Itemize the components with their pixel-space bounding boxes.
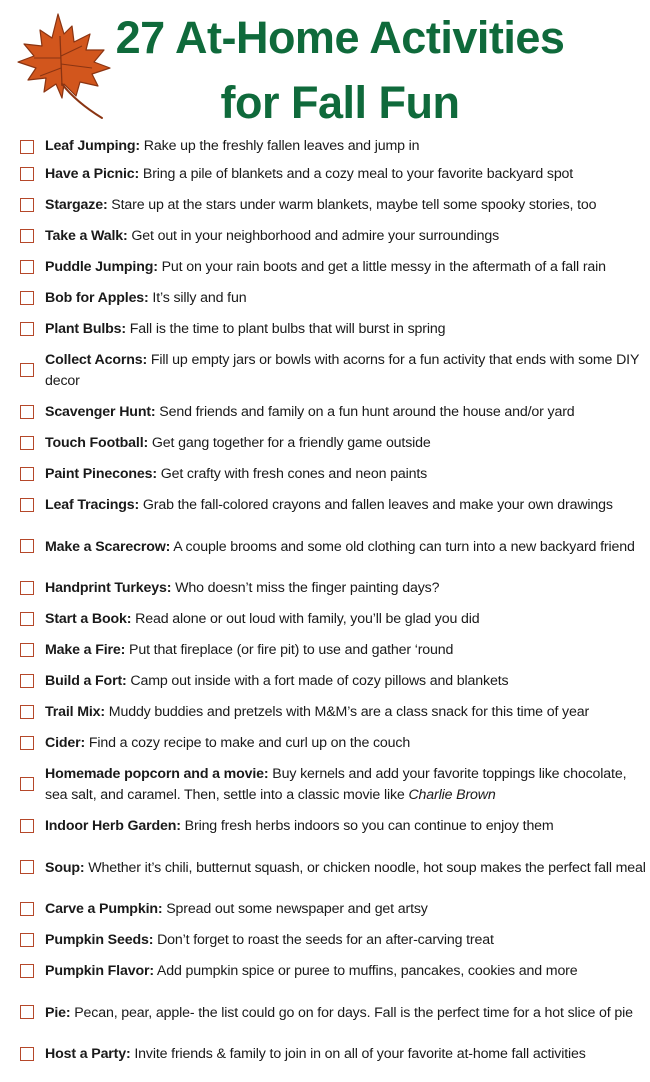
list-item xyxy=(0,190,650,221)
activity-desc: Spread out some newspaper and get artsy xyxy=(162,901,428,917)
activity-desc: Bring fresh herbs indoors so you can continue to enjoy them xyxy=(180,818,554,834)
list-item xyxy=(0,521,650,573)
checkbox[interactable] xyxy=(20,1047,34,1061)
activity-text xyxy=(45,136,419,157)
activity-desc: Find a cozy recipe to make and curl up on the couch xyxy=(85,735,411,751)
activity-text xyxy=(45,858,646,879)
activity-text xyxy=(45,764,646,806)
checkbox[interactable] xyxy=(20,581,34,595)
checkbox[interactable] xyxy=(20,467,34,481)
activity-text xyxy=(45,495,613,516)
activity-text xyxy=(45,578,439,599)
activity-label: Scavenger Hunt: xyxy=(45,404,156,420)
list-item xyxy=(0,925,650,956)
activity-label: Paint Pinecones: xyxy=(45,466,157,482)
activity-desc: Muddy buddies and pretzels with M&M’s are a class snack for this time of year xyxy=(105,704,590,720)
list-item xyxy=(0,728,650,759)
activity-desc: Put that fireplace (or fire pit) to use and gather ‘round xyxy=(125,642,454,658)
activity-desc: A couple brooms and some old clothing can turn into a new backyard friend xyxy=(170,538,635,555)
list-item xyxy=(0,811,650,842)
activity-desc: Put on your rain boots and get a little messy in the aftermath of a fall rain xyxy=(157,259,606,275)
activity-text xyxy=(45,402,575,423)
checkbox[interactable] xyxy=(20,612,34,626)
activity-label: Carve a Pumpkin: xyxy=(45,901,163,917)
activity-text xyxy=(45,464,427,485)
activity-label: Soup: xyxy=(45,859,85,876)
list-item xyxy=(0,136,650,159)
checkbox[interactable] xyxy=(20,933,34,947)
activity-label: Leaf Jumping: xyxy=(45,138,141,154)
activity-desc: Bring a pile of blankets and a cozy meal to your favorite backyard spot xyxy=(139,166,574,182)
activity-desc: Invite friends & family to join in on all of your favorite at-home fall activities xyxy=(130,1046,586,1062)
activity-label: Handprint Turkeys: xyxy=(45,580,172,596)
activity-desc: Get crafty with fresh cones and neon paints xyxy=(156,466,428,482)
activity-label: Homemade popcorn and a movie: xyxy=(45,766,269,782)
checkbox[interactable] xyxy=(20,643,34,657)
checkbox[interactable] xyxy=(20,705,34,719)
checkbox[interactable] xyxy=(20,674,34,688)
activity-desc: Whether it’s chili, butternut squash, or chicken noodle, hot soup makes the perfect fall meal xyxy=(84,859,646,876)
list-item xyxy=(0,697,650,728)
activity-label: Pumpkin Seeds: xyxy=(45,932,154,948)
activity-text xyxy=(45,350,646,392)
activity-text xyxy=(45,609,480,630)
activity-desc: Camp out inside with a fort made of cozy pillows and blankets xyxy=(126,673,509,689)
page-title-line-1: 27 At-Home Activities xyxy=(115,12,565,63)
activity-label: Touch Football: xyxy=(45,435,149,451)
activity-desc: Get gang together for a friendly game outside xyxy=(148,435,431,451)
list-item xyxy=(0,759,650,811)
checkbox[interactable] xyxy=(20,736,34,750)
activity-desc: Fill up empty jars or bowls with acorns for a fun activity that ends with some DIY decor xyxy=(45,352,640,389)
checkbox[interactable] xyxy=(20,539,34,553)
checkbox[interactable] xyxy=(20,229,34,243)
checkbox[interactable] xyxy=(20,322,34,336)
list-item xyxy=(0,573,650,604)
activity-desc: Who doesn’t miss the finger painting days? xyxy=(171,580,440,596)
activity-text xyxy=(45,433,431,454)
activity-text xyxy=(45,816,554,837)
list-item xyxy=(0,428,650,459)
activity-text xyxy=(45,288,246,309)
checkbox[interactable] xyxy=(20,777,34,791)
activity-desc: Fall is the time to plant bulbs that will burst in spring xyxy=(125,321,446,337)
activity-desc: Stare up at the stars under warm blankets, maybe tell some spooky stories, too xyxy=(107,197,597,213)
checkbox[interactable] xyxy=(20,260,34,274)
activity-label: Take a Walk: xyxy=(45,228,128,244)
list-item xyxy=(0,1039,650,1070)
header xyxy=(0,0,650,132)
checkbox[interactable] xyxy=(20,436,34,450)
activity-label: Host a Party: xyxy=(45,1046,131,1062)
activity-text xyxy=(45,930,494,951)
list-item xyxy=(0,283,650,314)
activity-label: Have a Picnic: xyxy=(45,166,140,182)
checkbox[interactable] xyxy=(20,498,34,512)
activity-label: Make a Scarecrow: xyxy=(45,538,171,555)
checkbox[interactable] xyxy=(20,140,34,154)
list-item xyxy=(0,956,650,987)
activity-label: Puddle Jumping: xyxy=(45,259,158,275)
list-item xyxy=(0,314,650,345)
activity-label: Build a Fort: xyxy=(45,673,127,689)
activity-text xyxy=(45,733,410,754)
checkbox[interactable] xyxy=(20,860,34,874)
activity-text xyxy=(45,164,573,185)
checkbox[interactable] xyxy=(20,167,34,181)
list-item xyxy=(0,604,650,635)
activity-text xyxy=(45,226,499,247)
activity-label: Start a Book: xyxy=(45,611,132,627)
activity-text xyxy=(45,195,596,216)
activity-label: Plant Bulbs: xyxy=(45,321,126,337)
activity-label: Pie: xyxy=(45,1004,71,1021)
list-item xyxy=(0,635,650,666)
activity-label: Stargaze: xyxy=(45,197,108,213)
activity-text xyxy=(45,1044,586,1065)
activity-text xyxy=(45,537,635,558)
list-item xyxy=(0,159,650,190)
list-item xyxy=(0,345,650,397)
activity-label: Indoor Herb Garden: xyxy=(45,818,181,834)
activity-text xyxy=(45,899,428,920)
activity-label: Trail Mix: xyxy=(45,704,105,720)
list-item xyxy=(0,397,650,428)
list-item xyxy=(0,221,650,252)
activity-label: Cider: xyxy=(45,735,86,751)
activity-desc: It’s silly and fun xyxy=(148,290,247,306)
activity-desc: Read alone or out loud with family, you’ll be glad you did xyxy=(131,611,480,627)
checkbox[interactable] xyxy=(20,363,34,377)
list-item xyxy=(0,987,650,1039)
movie-title: Charlie Brown xyxy=(408,787,496,803)
activity-text xyxy=(45,1003,633,1024)
activity-checklist xyxy=(0,136,650,1070)
activity-desc: Pecan, pear, apple- the list could go on for days. Fall is the perfect time for a hot slice of pie xyxy=(70,1004,633,1021)
activity-desc: Don’t forget to roast the seeds for an after-carving treat xyxy=(153,932,494,948)
checkbox[interactable] xyxy=(20,964,34,978)
list-item xyxy=(0,666,650,697)
list-item xyxy=(0,459,650,490)
activity-desc: Buy kernels and add your favorite toppings like chocolate, sea salt, and caramel. Then, settle into a classic movie like xyxy=(45,766,627,803)
activity-text xyxy=(45,702,589,723)
activity-desc: Send friends and family on a fun hunt around the house and/or yard xyxy=(155,404,575,420)
activity-desc: Grab the fall-colored crayons and fallen leaves and make your own drawings xyxy=(139,497,613,513)
activity-text xyxy=(45,671,508,692)
activity-label: Make a Fire: xyxy=(45,642,126,658)
checkbox[interactable] xyxy=(20,1005,34,1019)
activity-label: Leaf Tracings: xyxy=(45,497,140,513)
activity-label: Collect Acorns: xyxy=(45,352,148,368)
list-item xyxy=(0,490,650,521)
checkbox[interactable] xyxy=(20,291,34,305)
activity-desc: Rake up the freshly fallen leaves and jump in xyxy=(140,138,420,154)
checkbox[interactable] xyxy=(20,198,34,212)
activity-text xyxy=(45,319,445,340)
checkbox[interactable] xyxy=(20,902,34,916)
list-item xyxy=(0,252,650,283)
activity-label: Pumpkin Flavor: xyxy=(45,963,154,979)
activity-text xyxy=(45,961,578,982)
page-title-line-2: for Fall Fun xyxy=(220,77,460,128)
activity-desc: Get out in your neighborhood and admire your surroundings xyxy=(127,228,500,244)
list-item xyxy=(0,894,650,925)
activity-text xyxy=(45,640,453,661)
checkbox[interactable] xyxy=(20,405,34,419)
activity-text xyxy=(45,257,606,278)
checkbox[interactable] xyxy=(20,819,34,833)
list-item xyxy=(0,842,650,894)
activity-desc: Add pumpkin spice or puree to muffins, pancakes, cookies and more xyxy=(153,963,578,979)
activity-label: Bob for Apples: xyxy=(45,290,149,306)
